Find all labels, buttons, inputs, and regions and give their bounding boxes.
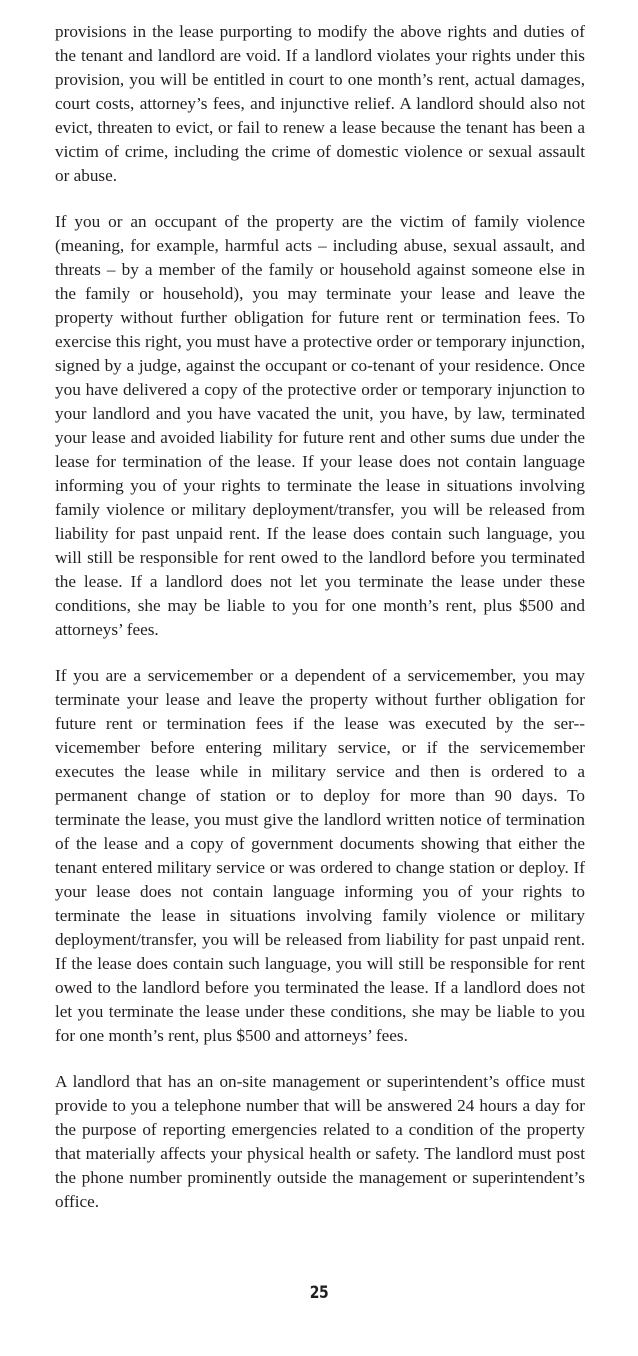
document-body [55, 20, 585, 1236]
paragraph-family-violence: If you or an occupant of the property are the victim of family violence (meaning, for example, harmful acts – including abuse, sexual assault, and threats – by a member of the family or household against someone else in the family or household), you may terminate your lease and leave the property without further obligation for future rent or termination fees. To exercise this right, you must have a protective order or temporary injunction, signed by a judge, against the occupant or co-tenant of your residence. Once you have delivered a copy of the protective order or temporary injunction to your landlord and you have vacated the unit, you have, by law, terminated your lease and avoided liability for future rent and other sums due under the lease for termination of the lease. If your lease does not contain language informing you of your rights to terminate the lease in situations involving family violence or military deployment/transfer, you will be released from liability for past unpaid rent. If the lease does contain such language, you will still be responsible for rent owed to the landlord before you terminated the lease. If a landlord does not let you terminate the lease under these conditions, she may be liable to you for one month’s rent, plus $500 and attorneys’ fees. [55, 212, 585, 639]
paragraph-servicemember: If you are a servicemember or a dependent of a servicemember, you may terminate your lease and leave the property without further obligation for future rent or termination fees if the lease was executed by the ser-vicemember before entering military service, or if the servicemember executes the lease while in military service and then is ordered to a permanent change of station or to deploy for more than 90 days. To terminate the lease, you must give the landlord written notice of termination of the lease and a copy of government documents showing that either the tenant entered military service or was ordered to change station or deploy. If your lease does not contain language informing you of your rights to terminate the lease in situations involving family violence or military deployment/transfer, you will be released from liability for past unpaid rent. If the lease does contain such language, you will still be responsible for rent owed to the landlord before you terminated the lease. If a landlord does not let you terminate the lease under these conditions, she may be liable to you for one month’s rent, plus $500 and attorneys’ fees. [55, 666, 585, 1045]
paragraph-lease-provisions: provisions in the lease purporting to modify the above rights and duties of the tenant and landlord are void. If a landlord violates your rights under this provision, you will be entitled in court to one month’s rent, actual damages, court costs, attorney’s fees, and injunctive relief. A landlord should also not evict, threaten to evict, or fail to renew a lease because the tenant has been a victim of crime, including the crime of domestic violence or sexual assault or abuse. [55, 22, 585, 185]
page-number: 25 [309, 1283, 329, 1303]
paragraph-emergency-phone: A landlord that has an on-site management or superintendent’s office must provide to you a telephone number that will be answered 24 hours a day for the purpose of reporting emergencies related to a condition of the property that materially affects your physical health or safety. The landlord must post the phone number prominently outside the management or superintendent’s office. [55, 1072, 585, 1211]
